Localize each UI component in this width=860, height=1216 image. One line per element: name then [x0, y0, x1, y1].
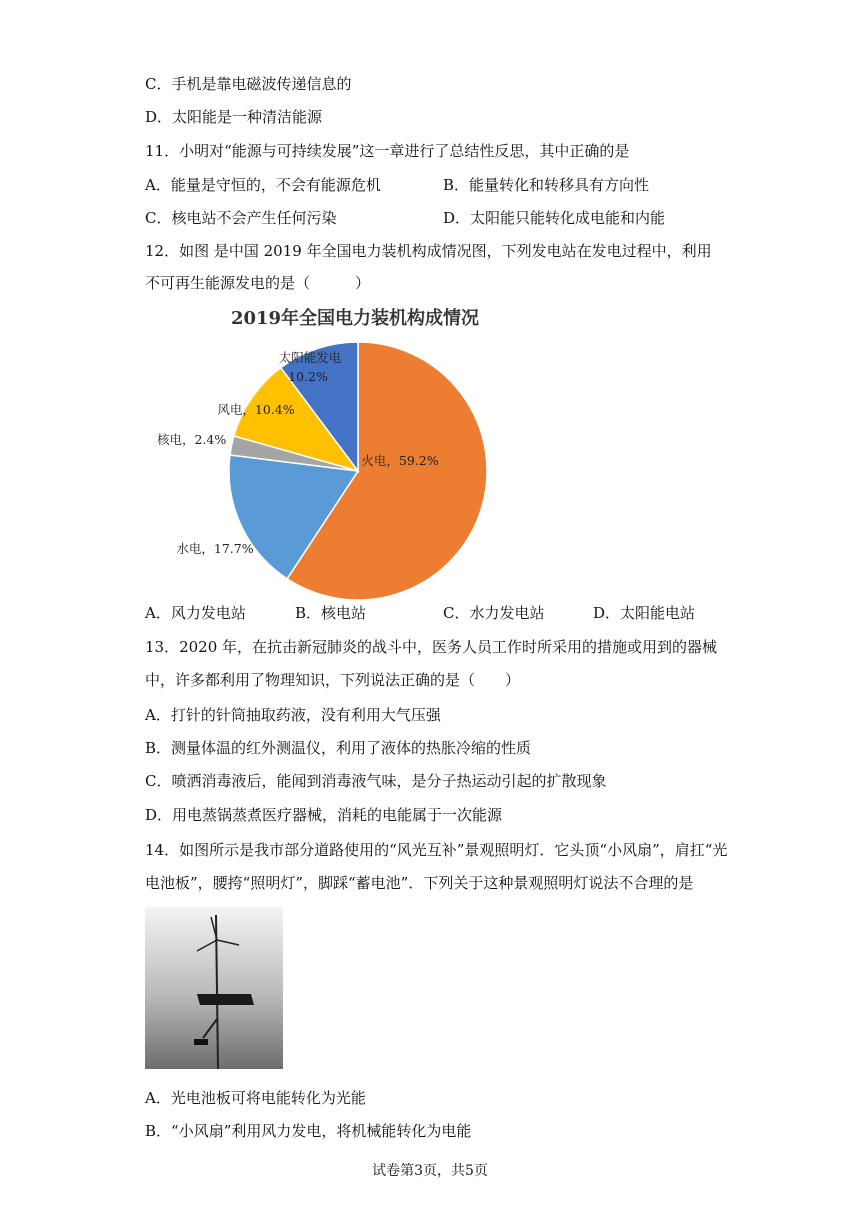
chart-title: 2019年全国电力装机构成情况: [230, 308, 480, 329]
pie-label-风电: 风电，10.4%: [217, 402, 295, 417]
q13-option-d: D．用电蒸锅蒸煮医疗器械，消耗的电能属于一次能源: [145, 806, 503, 824]
q14-option-a: A．光电池板可将电能转化为光能: [145, 1089, 366, 1107]
q13-stem-line-1: 13．2020 年，在抗击新冠肺炎的战斗中，医务人员工作时所采用的措施或用到的器械: [145, 638, 718, 656]
q12-option-c: C．水力发电站: [443, 604, 545, 622]
pie-chart-svg: [145, 300, 565, 600]
pie-label-水电: 水电，17.7%: [176, 541, 254, 556]
q12-option-a: A．风力发电站: [145, 604, 246, 622]
street-lamp-photo: [145, 907, 283, 1069]
q12-option-b: B．核电站: [295, 604, 367, 622]
q12-stem-line-2: 不可再生能源发电的是（ ）: [145, 274, 371, 292]
q11-option-a: A．能量是守恒的，不会有能源危机: [145, 176, 381, 194]
q10-option-c: C．手机是靠电磁波传递信息的: [145, 75, 352, 93]
q11-option-d: D．太阳能只能转化成电能和内能: [443, 209, 666, 227]
q14-stem-line-2: 电池板”，腰挎“照明灯”，脚踩“蓄电池”．下列关于这种景观照明灯说法不合理的是: [145, 874, 694, 892]
q12-stem-line-1: 12．如图 是中国 2019 年全国电力装机构成情况图，下列发电站在发电过程中，利用: [145, 242, 712, 260]
q13-option-c: C．喷洒消毒液后，能闻到消毒液气味，是分子热运动引起的扩散现象: [145, 772, 607, 790]
q13-stem-line-2: 中，许多都利用了物理知识，下列说法正确的是（ ）: [145, 671, 521, 689]
pie-label-核电: 核电，2.4%: [157, 432, 227, 447]
pie-label-火电: 火电，59.2%: [361, 453, 439, 468]
page-footer: 试卷第3页，共5页: [372, 1163, 488, 1179]
pie-chart: [145, 300, 565, 600]
q11-option-c: C．核电站不会产生任何污染: [145, 209, 337, 227]
pie-label-太阳能发电: 太阳能发电 10.2%: [278, 350, 342, 384]
q14-option-b: B．“小风扇”利用风力发电，将机械能转化为电能: [145, 1122, 472, 1140]
q11-stem: 11．小明对“能源与可持续发展”这一章进行了总结性反思，其中正确的是: [145, 142, 630, 160]
q13-option-b: B．测量体温的红外测温仪，利用了液体的热胀冷缩的性质: [145, 739, 532, 757]
q10-option-d: D．太阳能是一种清洁能源: [145, 108, 323, 126]
q13-option-a: A．打针的针筒抽取药液，没有利用大气压强: [145, 706, 441, 724]
q12-option-d: D．太阳能电站: [593, 604, 696, 622]
q11-option-b: B．能量转化和转移具有方向性: [443, 176, 650, 194]
q14-stem-line-1: 14．如图所示是我市部分道路使用的“风光互补”景观照明灯．它头顶“小风扇”，肩扛“光: [145, 841, 728, 859]
